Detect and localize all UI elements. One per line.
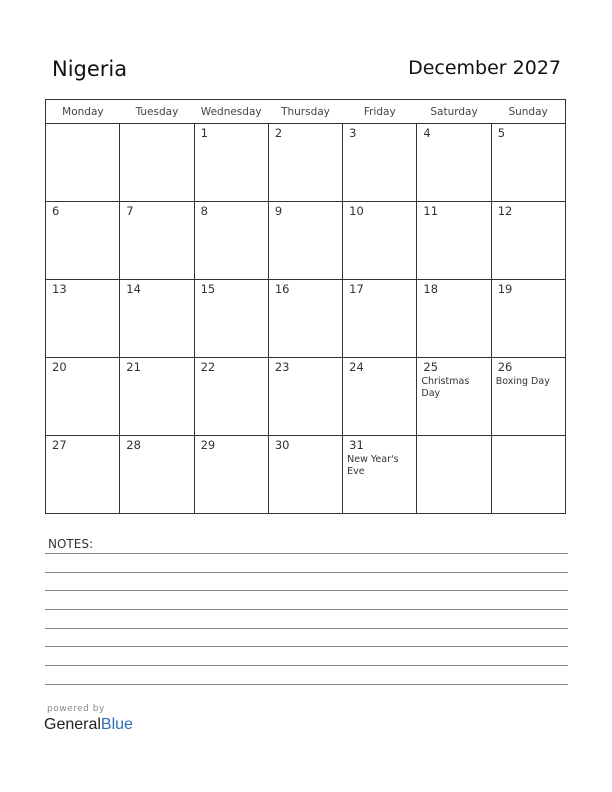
day-number: 11 <box>423 204 439 218</box>
day-number: 22 <box>200 360 216 374</box>
day-number: 9 <box>274 204 283 218</box>
day-number: 20 <box>52 360 67 374</box>
day-cell <box>343 124 417 202</box>
note-line <box>45 684 568 685</box>
day-number: 31 <box>349 438 364 452</box>
day-number: 3 <box>349 126 357 140</box>
weekday-tuesday: Tuesday <box>120 100 194 124</box>
day-cell <box>120 202 194 280</box>
day-cell <box>417 358 491 436</box>
day-number: 30 <box>274 438 290 452</box>
day-number: 28 <box>126 438 141 452</box>
weekday-monday: Monday <box>46 100 120 124</box>
weekday-header-row <box>46 100 566 124</box>
week-row <box>46 124 566 202</box>
note-line <box>45 609 568 610</box>
day-number: 18 <box>423 282 439 296</box>
day-number: 16 <box>274 282 290 296</box>
day-number: 7 <box>126 204 134 218</box>
day-cell <box>46 358 120 436</box>
day-cell <box>343 280 417 358</box>
calendar-grid <box>45 99 566 514</box>
day-cell <box>194 358 268 436</box>
weekday-wednesday: Wednesday <box>194 100 268 124</box>
weekday-sunday: Sunday <box>491 100 565 124</box>
day-number: 17 <box>349 282 364 296</box>
day-cell <box>194 202 268 280</box>
week-row <box>46 436 566 514</box>
day-cell <box>268 124 342 202</box>
holiday-label: New Year's Eve <box>347 454 399 477</box>
day-cell <box>343 202 417 280</box>
day-cell <box>417 124 491 202</box>
day-cell <box>417 280 491 358</box>
weekday-friday: Friday <box>343 100 417 124</box>
day-cell <box>120 280 194 358</box>
note-line <box>45 590 568 591</box>
day-cell <box>46 124 120 202</box>
day-cell <box>194 436 268 514</box>
note-line <box>45 628 568 629</box>
day-number: 21 <box>126 360 141 374</box>
day-number: 26 <box>497 360 513 374</box>
day-cell <box>46 280 120 358</box>
day-number: 15 <box>200 282 216 296</box>
day-cell <box>194 280 268 358</box>
day-cell <box>120 358 194 436</box>
holiday-label: Christmas Day <box>421 376 470 399</box>
day-cell <box>491 280 565 358</box>
day-number: 14 <box>126 282 141 296</box>
day-number: 24 <box>349 360 364 374</box>
day-cell <box>491 358 565 436</box>
day-cell <box>194 124 268 202</box>
weekday-thursday: Thursday <box>268 100 342 124</box>
day-number: 2 <box>274 126 283 140</box>
day-number: 29 <box>200 438 216 452</box>
holiday-label: Boxing Day <box>495 376 550 387</box>
day-cell <box>46 202 120 280</box>
day-cell <box>268 358 342 436</box>
note-line <box>45 553 568 554</box>
day-number: 27 <box>52 438 67 452</box>
day-cell <box>417 202 491 280</box>
day-number: 13 <box>52 282 67 296</box>
week-row <box>46 280 566 358</box>
day-cell <box>268 280 342 358</box>
day-number: 10 <box>349 204 364 218</box>
brand-blue: Blue <box>100 716 133 733</box>
day-number: 4 <box>423 126 431 140</box>
country-title: Nigeria <box>52 57 128 81</box>
weekday-saturday: Saturday <box>417 100 491 124</box>
day-number: 8 <box>200 204 208 218</box>
day-cell <box>491 436 565 514</box>
day-cell <box>343 436 417 514</box>
powered-by-text: powered by <box>47 704 105 714</box>
day-cell <box>491 202 565 280</box>
note-line <box>45 665 568 666</box>
day-number: 12 <box>497 204 513 218</box>
day-cell <box>268 436 342 514</box>
note-line <box>45 572 568 573</box>
day-cell <box>46 436 120 514</box>
day-number: 6 <box>52 204 60 218</box>
day-cell <box>343 358 417 436</box>
day-number: 5 <box>497 126 506 140</box>
day-number: 1 <box>200 126 208 140</box>
week-row <box>46 202 566 280</box>
brand-general: General <box>44 716 101 733</box>
month-year-title: December 2027 <box>408 57 561 79</box>
day-cell <box>120 124 194 202</box>
day-cell <box>417 436 491 514</box>
note-line <box>45 646 568 647</box>
day-number: 25 <box>423 360 439 374</box>
day-number: 19 <box>497 282 513 296</box>
day-cell <box>120 436 194 514</box>
day-cell <box>491 124 565 202</box>
day-cell <box>268 202 342 280</box>
brand-logo <box>44 716 133 734</box>
notes-label: NOTES: <box>48 537 93 551</box>
week-row <box>46 358 566 436</box>
day-number: 23 <box>274 360 290 374</box>
